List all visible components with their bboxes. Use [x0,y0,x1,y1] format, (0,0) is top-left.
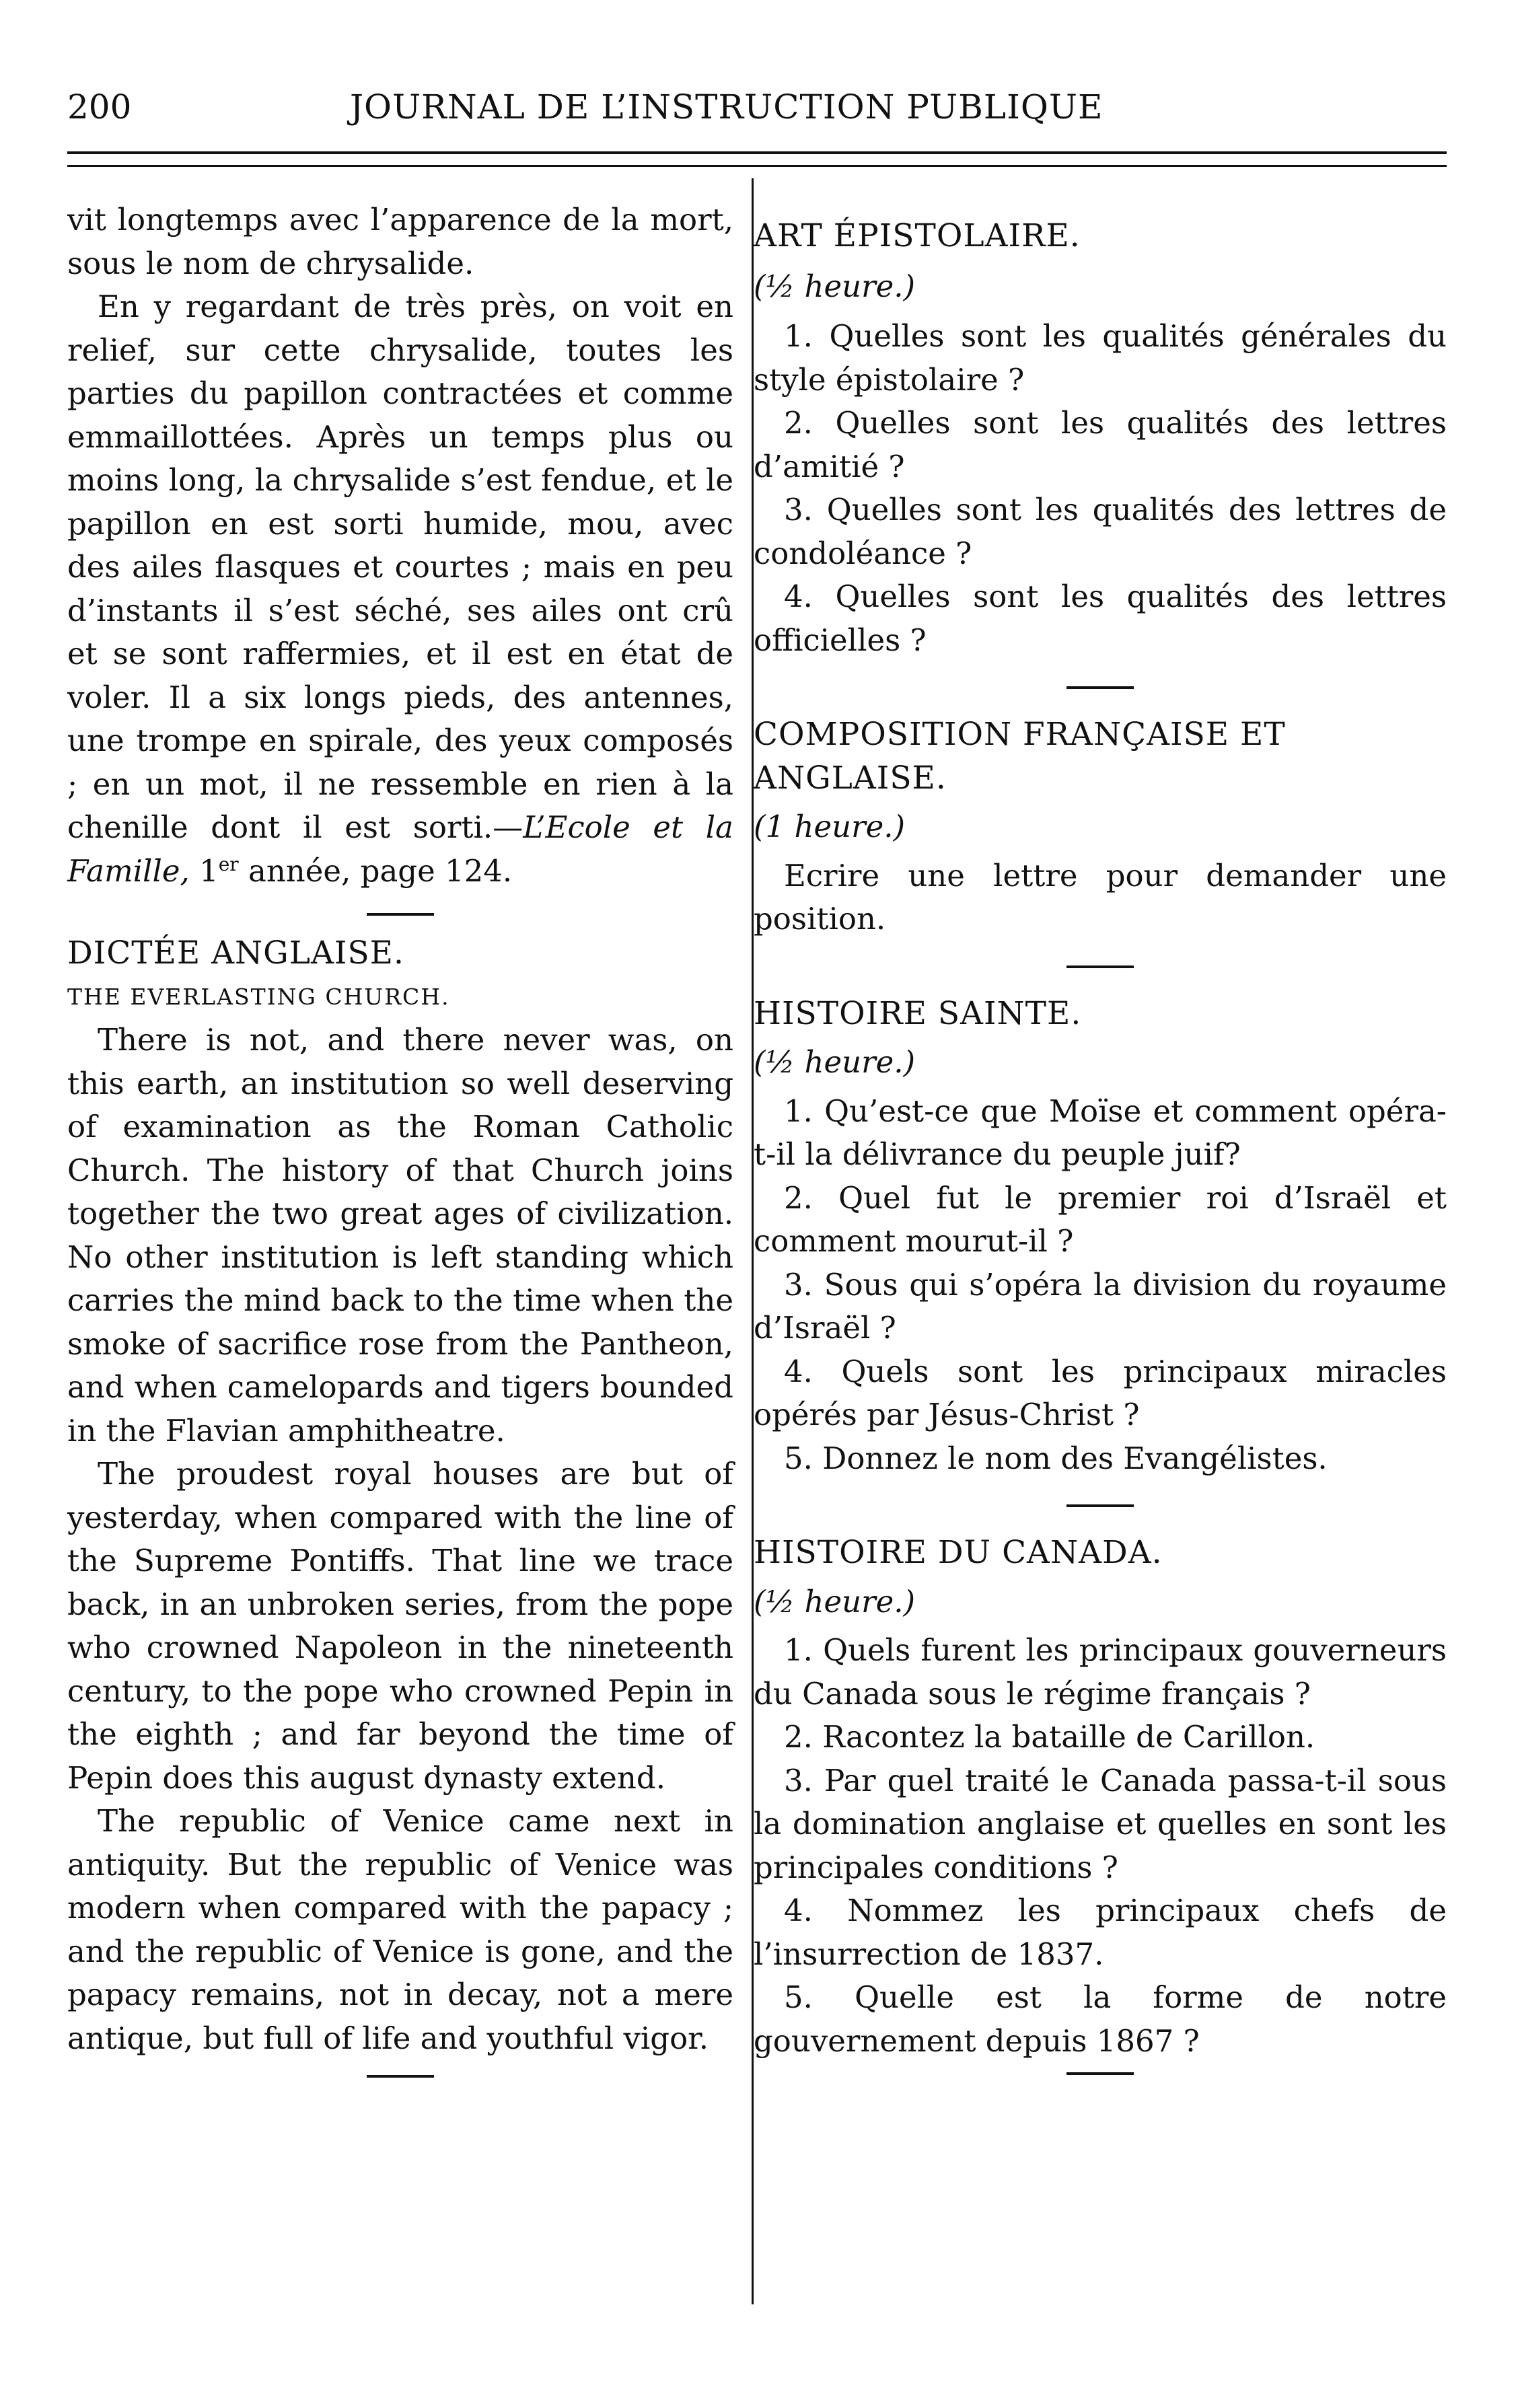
source-edition: 1 [189,852,219,889]
page-number: 200 [67,87,132,126]
section-title-histoire-sainte: HISTOIRE SAINTE. [754,994,1082,1032]
section-title-composition-2: ANGLAISE. [754,759,947,797]
right-column [754,198,1447,2075]
question-canada-4: 4. Nommez les principaux chefs de l’insurrection de 1837. [754,1893,1447,1972]
question-canada-3: 3. Par quel traité le Canada passa-t-il sous la domination anglaise et quelles en sont les principales conditions ? [754,1762,1447,1885]
source-citation: L’Ecole et la Famille, [67,809,734,889]
paragraph-papillon-text: En y regardant de très près, on voit en relief, sur cette chrysalide, toutes les parties du papillon contractées et comme emmaillottées. Après un temps plus ou moins long, la chrysalide s’est fendue, et le papillon en est sorti humide, mou, avec des ailes flasques et courtes ; mais en peu d’instants il s’est séché, ses ailes ont crû et se sont raffermies, et il est en état de voler. Il a six longs pieds, des antennes, une trompe en spirale, des yeux composés ; en un mot, il ne ressemble en rien à la chenille dont il est sorti.— [67,289,733,845]
question-sainte-4: 4. Quels sont les principaux miracles opérés par Jésus-Christ ? [754,1353,1447,1432]
question-art-1: 1. Quelles sont les qualités générales du style épistolaire ? [754,318,1447,398]
paragraph-church-1: There is not, and there never was, on this earth, an institution so well deserving of examination as the Roman Catholic Church. The history of that Church joins together the two great ages of civilization. No other institution is left standing which carries the mind back to the time when the smoke of sacrifice rose from the Pantheon, and when camelopards and tigers bounded in the Flavian amphitheatre. [67,1022,733,1449]
duration-histoire-sainte: (½ heure.) [754,1044,916,1080]
source-edition-sup: er [218,852,239,875]
section-title-art: ART ÉPISTOLAIRE. [754,217,1081,254]
question-sainte-2: 2. Quel fut le premier roi d’Israël et comment mourut-il ? [754,1179,1447,1259]
section-subtitle-church: THE EVERLASTING CHURCH. [67,983,450,1010]
page-header [67,81,1447,141]
question-canada-1: 1. Quels furent les principaux gouverneurs du Canada sous le régime français ? [754,1632,1447,1712]
question-art-4: 4. Quelles sont les qualités des lettres officielles ? [754,579,1447,658]
section-separator [1066,2072,1134,2075]
question-canada-2: 2. Racontez la bataille de Carillon. [784,1719,1315,1755]
question-sainte-5: 5. Donnez le nom des Evangélistes. [784,1440,1328,1476]
duration-histoire-canada: (½ heure.) [754,1583,916,1619]
duration-art: (½ heure.) [754,268,916,304]
question-art-3: 3. Quelles sont les qualités des lettres de condoléance ? [754,492,1447,571]
composition-text: Ecrire une lettre pour demander une position. [754,857,1447,937]
paragraph-chrysalide-end: vit longtemps avec l’apparence de la mort, sous le nom de chrysalide. [67,202,733,281]
section-separator [367,2075,434,2078]
paragraph-church-2: The proudest royal houses are but of yesterday, when compared with the line of the Supreme Pontiffs. That line we trace back, in an unbroken series, from the pope who crowned Napoleon in the nineteenth century, to the pope who crowned Pepin in the eighth ; and far beyond the time of Pepin does this august dynasty extend. [67,1456,733,1796]
question-sainte-1: 1. Qu’est-ce que Moïse et comment opéra-t-il la délivrance du peuple juif? [754,1093,1447,1172]
paragraph-papillon [67,285,733,893]
left-column [67,198,733,2078]
question-canada-5: 5. Quelle est la forme de notre gouvernement depuis 1867 ? [754,1979,1447,2059]
duration-composition: (1 heure.) [754,809,906,844]
section-title-composition-1: COMPOSITION FRANÇAISE ET [754,716,1286,753]
source-page: année, page 124. [238,852,513,889]
question-sainte-3: 3. Sous qui s’opéra la division du royaume d’Israël ? [754,1266,1447,1346]
running-title: JOURNAL DE L’INSTRUCTION PUBLIQUE [350,87,1103,126]
header-rule-bottom [67,165,1447,167]
section-title-dictee: DICTÉE ANGLAISE. [67,935,404,972]
question-art-2: 2. Quelles sont les qualités des lettres d’amitié ? [754,405,1447,484]
header-rule-top [67,151,1447,154]
paragraph-church-3: The republic of Venice came next in antiquity. But the republic of Venice was modern when compared with the papacy ; and the republic of Venice is gone, and the papacy remains, not in decay, not a mere antique, but full of life and youthful vigor. [67,1803,733,2056]
section-title-histoire-canada: HISTOIRE DU CANADA. [754,1534,1163,1571]
